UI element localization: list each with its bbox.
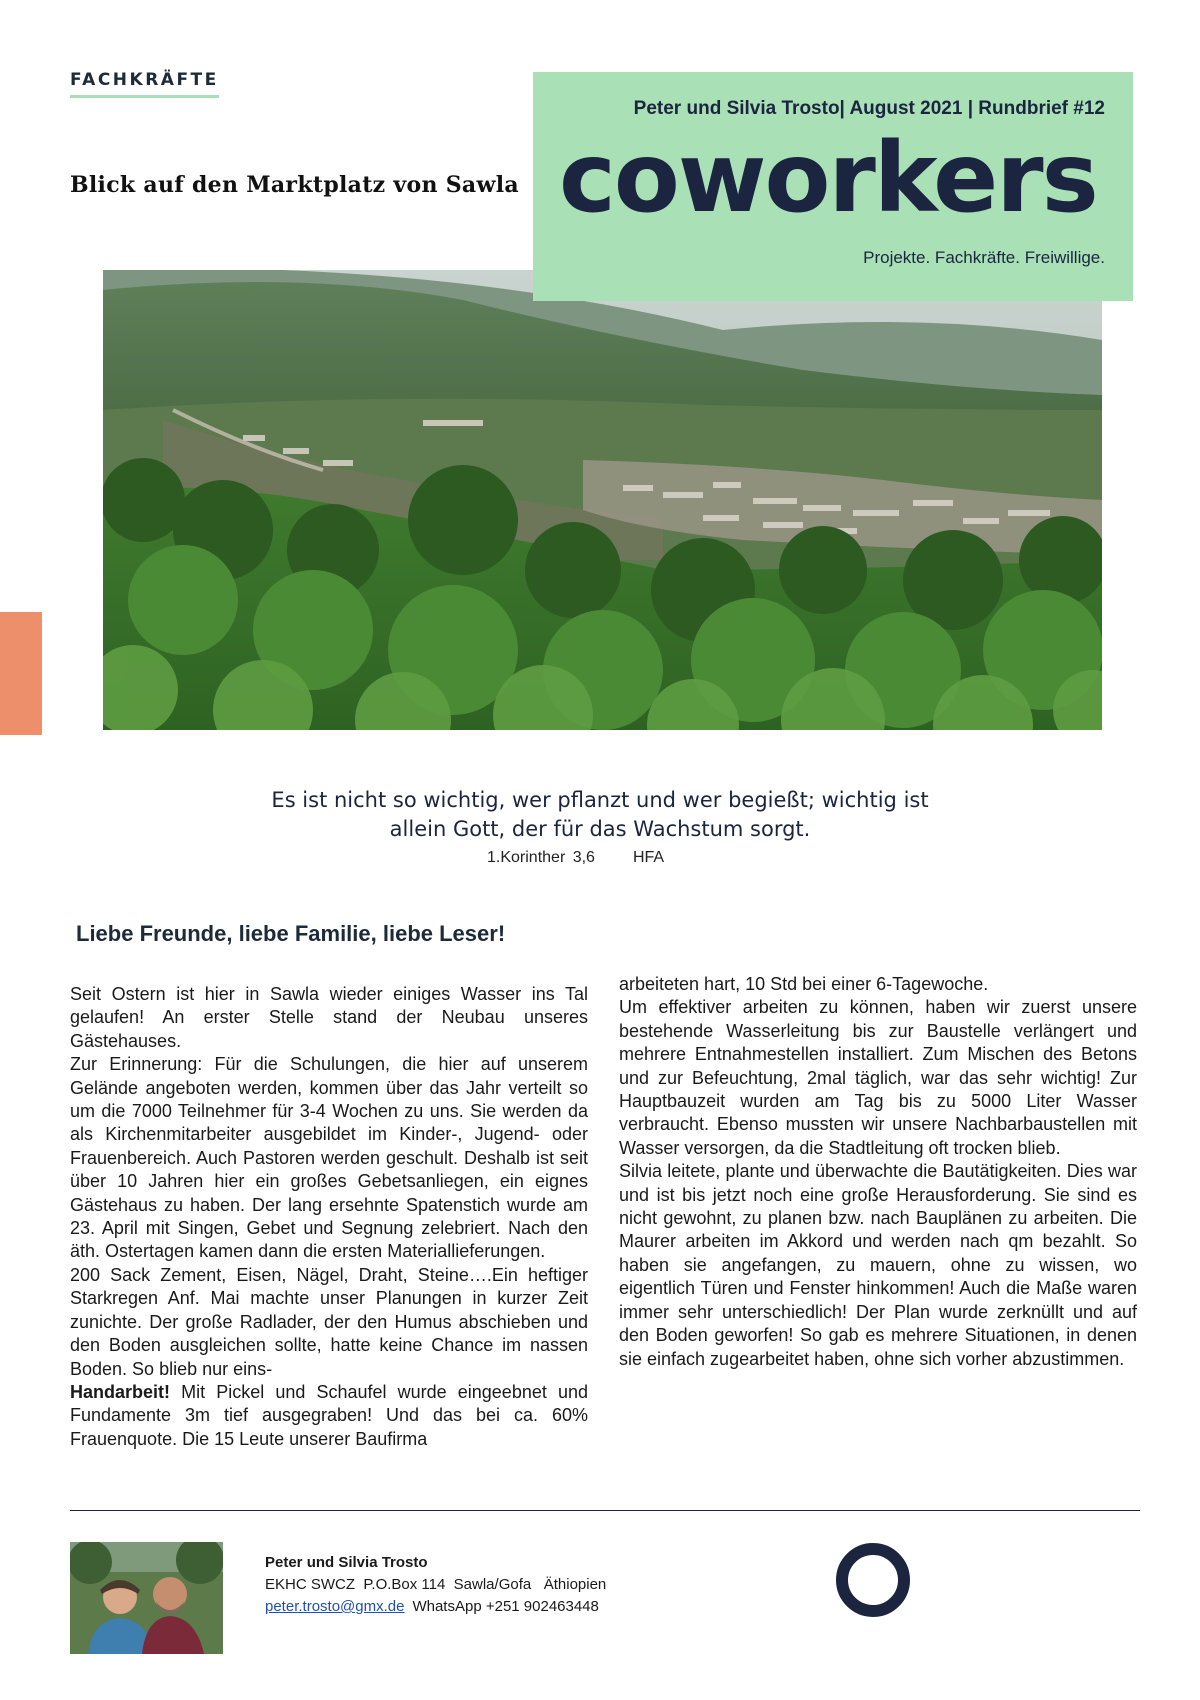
footer-name: Peter und Silvia Trosto [265,1554,428,1571]
coworkers-brand-box [533,72,1133,301]
body-column-right [619,973,1137,1371]
body-paragraph [70,1381,588,1451]
footer-address: EKHC SWCZ P.O.Box 114 Sawla/Gofa Äthiopien [265,1576,607,1593]
quote-line-2: allein Gott, der für das Wachstum sorgt. [389,817,811,841]
authors-photo [70,1542,223,1654]
greeting-heading: Liebe Freunde, liebe Familie, liebe Leser! [76,921,506,946]
quote-translation: HFA [632,849,665,866]
section-tag: FACHKRÄFTE [70,70,219,98]
issue-line: Peter und Silvia Trosto| August 2021 | Rundbrief #12 [633,98,1105,119]
footer-divider [70,1510,1140,1511]
emphasis-text: Handarbeit! [70,1381,171,1402]
coworkers-logo: coworkers [559,122,1097,234]
body-paragraph: arbeiteten hart, 10 Std bei einer 6-Tagewoche. [619,974,989,994]
body-paragraph: Um effektiver arbeiten zu können, haben wir zuerst unsere bestehende Wasserleitung bis zur Baustelle verlängert und mehrere Entnahmestellen installiert. Zum Mischen des Betons und zur Befeuchtung, 2mal täglich, war das sehr wichtig! Zur Hauptbauzeit wurden am Tag bis zu 5000 Liter Wasser verbraucht. Ebenso mussten wir unsere Nachbarbaustellen mit Wasser versorgen, da die Stadtleitung oft trocken blieb. [619,997,1137,1158]
email-link[interactable]: peter.trosto@gmx.de [265,1598,405,1615]
photo-title: Blick auf den Marktplatz von Sawla [70,172,519,198]
quote-verse: 1.Korinther 3,6 [487,849,595,866]
bible-quote [200,786,1000,844]
coworkers-ring-mark-icon [836,1543,910,1617]
side-accent-tab [0,612,42,735]
body-paragraph: Zur Erinnerung: Für die Schulungen, die hier auf unserem Gelände angeboten werden, kommen über das Jahr verteilt so um die 7000 Teilnehmer für 3-4 Wochen zu uns. Sie werden da als Kirchenmitarbeiter ausgebildet im Kinder-, Jugend- oder Frauenbereich. Auch Pastoren werden geschult. Deshalb ist seit über 10 Jahren hier ein großes Gebetsanliegen, ein eignes Gästehaus zu haben. Der lang ersehnte Spatenstich wurde am 23. April mit Singen, Gebet und Segnung zelebriert. Nach den äth. Ostertagen kamen dann die ersten Materiallieferungen. [70,1054,588,1262]
quote-line-1: Es ist nicht so wichtig, wer pflanzt und wer begießt; wichtig ist [271,788,929,812]
body-paragraph: Silvia leitete, plante und überwachte die Bautätigkeiten. Dies war und ist bis jetzt noch eine große Herausforderung. Sie sind es nicht gewohnt, zu planen bzw. nach Bauplänen zu arbeiten. Die Maurer arbeiten im Akkord und werden nach qm bezahlt. So haben sie angefangen, zu mauern, ohne zu wissen, wo eigentlich Türen und Fenster hinkommen! Auch die Maße waren immer sehr unterschiedlich! Der Plan wurde zerknüllt und auf den Boden geworfen! So gab es mehrere Situationen, in denen sie einfach zugearbeitet haben, ohne sich vorher abzustimmen. [619,1161,1137,1369]
sawla-landscape-photo [103,270,1102,730]
body-paragraph: 200 Sack Zement, Eisen, Nägel, Draht, Steine….Ein heftiger Starkregen Anf. Mai machte unser Planungen in kurzer Zeit zunichte. Der große Radlader, der den Humus abschieben und den Boden ausgleichen sollte, hatte keine Chance im nassen Boden. So blieb nur eins- [70,1264,588,1379]
body-text: Mit Pickel und Schaufel wurde eingeebnet und Fundamente 3m tief ausgegraben! Und das bei ca. 60% Frauenquote. Die 15 Leute unserer Baufirma [70,1381,588,1449]
quote-reference [487,849,664,867]
footer-contact [265,1598,599,1615]
body-column-left [70,983,588,1451]
brand-tagline: Projekte. Fachkräfte. Freiwillige. [863,248,1105,267]
whatsapp-number: WhatsApp +251 902463448 [412,1598,599,1615]
body-paragraph: Seit Ostern ist hier in Sawla wieder einiges Wasser ins Tal gelaufen! An erster Stelle stand der Neubau unseres Gästehauses. [70,984,588,1051]
